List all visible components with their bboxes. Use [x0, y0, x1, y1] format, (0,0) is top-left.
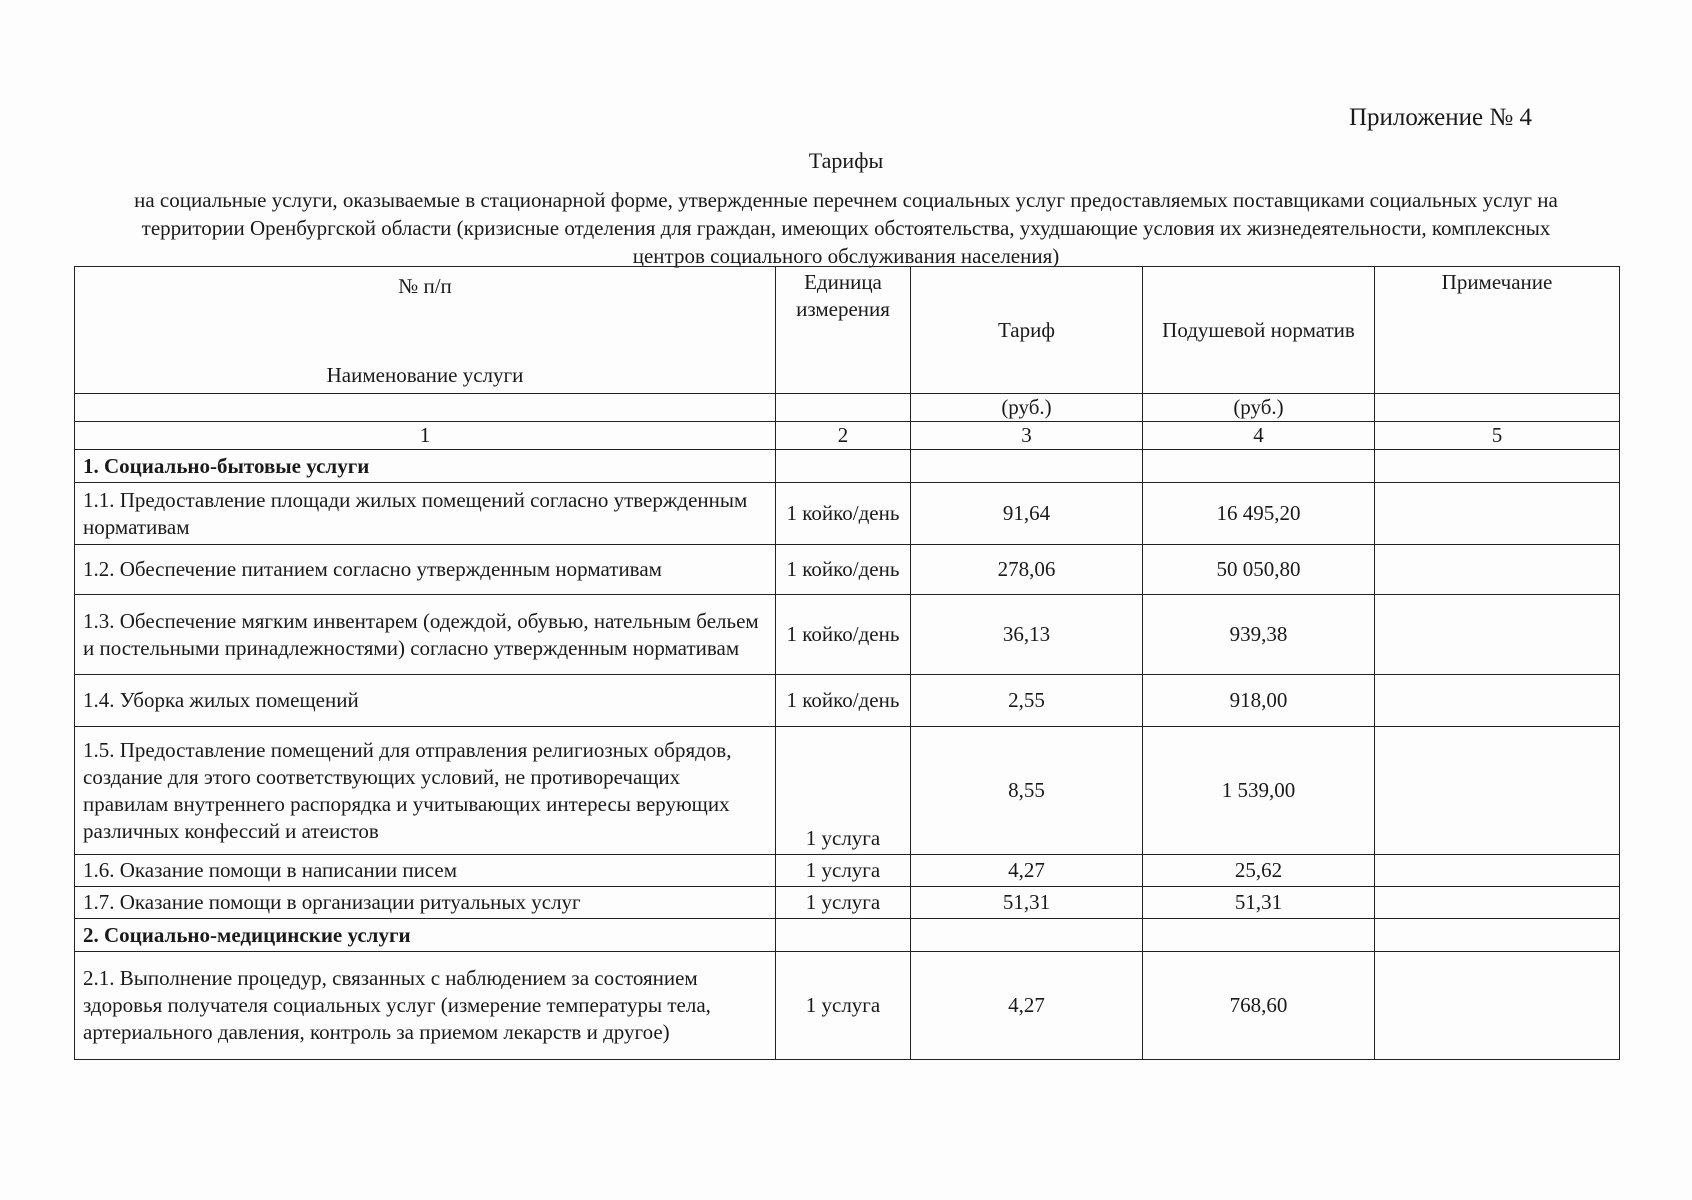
service-norm: 939,38	[1143, 595, 1375, 675]
header-note: Примечание	[1375, 267, 1620, 394]
service-note	[1375, 595, 1620, 675]
document-title: Тарифы	[808, 148, 884, 173]
header-name: Наименование услуги	[326, 363, 524, 387]
column-number: 4	[1143, 422, 1375, 450]
norm-unit: (руб.)	[1143, 394, 1375, 422]
service-note	[1375, 952, 1620, 1060]
service-tarif: 2,55	[911, 675, 1143, 727]
service-norm: 918,00	[1143, 675, 1375, 727]
section-title: 2. Социально-медицинские услуги	[75, 919, 776, 952]
table-row	[75, 727, 1620, 855]
service-unit: 1 койко/день	[776, 545, 911, 595]
service-name: 1.3. Обеспечение мягким инвентарем (одеждой, обувью, нательным бельем и постельными принадлежностями) согласно утвержденным нормативам	[75, 595, 776, 675]
service-tarif: 91,64	[911, 483, 1143, 545]
tariff-table	[74, 266, 1620, 1060]
service-note	[1375, 727, 1620, 855]
header-num: № п/п	[398, 274, 452, 298]
service-unit: 1 койко/день	[776, 675, 911, 727]
service-norm: 25,62	[1143, 855, 1375, 887]
service-note	[1375, 855, 1620, 887]
service-norm: 768,60	[1143, 952, 1375, 1060]
service-name: 2.1. Выполнение процедур, связанных с наблюдением за состоянием здоровья получателя социальных услуг (измерение температуры тела, артериального давления, контроль за приемом лекарств и другое)	[75, 952, 776, 1060]
section-row	[75, 450, 1620, 483]
table-row	[75, 595, 1620, 675]
header-row	[75, 267, 1620, 394]
service-tarif: 8,55	[911, 727, 1143, 855]
column-number: 2	[776, 422, 911, 450]
service-tarif: 4,27	[911, 952, 1143, 1060]
header-norm: Подушевой норматив	[1143, 267, 1375, 394]
header-unit: Единица измерения	[776, 267, 911, 394]
service-tarif: 36,13	[911, 595, 1143, 675]
table-row	[75, 887, 1620, 919]
tarif-unit: (руб.)	[911, 394, 1143, 422]
service-note	[1375, 675, 1620, 727]
service-norm: 50 050,80	[1143, 545, 1375, 595]
service-name: 1.5. Предоставление помещений для отправления религиозных обрядов, создание для этого соответствующих условий, не противоречащих правилам внутреннего распорядка и учитывающих интересы верующих различных конфессий и атеистов	[75, 727, 776, 855]
table-row	[75, 545, 1620, 595]
service-tarif: 278,06	[911, 545, 1143, 595]
section-row	[75, 919, 1620, 952]
service-norm: 51,31	[1143, 887, 1375, 919]
header-tarif: Тариф	[911, 267, 1143, 394]
service-unit: 1 услуга	[776, 727, 911, 855]
service-unit: 1 услуга	[776, 887, 911, 919]
service-norm: 16 495,20	[1143, 483, 1375, 545]
service-tarif: 51,31	[911, 887, 1143, 919]
table-row	[75, 855, 1620, 887]
document-subtitle: на социальные услуги, оказываемые в стационарной форме, утвержденные перечнем социальных услуг предоставляемых поставщиками социальных услуг на территории Оренбургской области (кризисные отделения для граждан, имеющих обстоятельства, ухудшающие условия их жизнедеятельности, комплексных центров социального обслуживания населения)	[134, 188, 1558, 268]
column-numbers-row	[75, 422, 1620, 450]
service-note	[1375, 483, 1620, 545]
column-number: 5	[1375, 422, 1620, 450]
service-name: 1.7. Оказание помощи в организации ритуальных услуг	[75, 887, 776, 919]
service-unit: 1 койко/день	[776, 483, 911, 545]
service-norm: 1 539,00	[1143, 727, 1375, 855]
service-name: 1.6. Оказание помощи в написании писем	[75, 855, 776, 887]
service-unit: 1 услуга	[776, 952, 911, 1060]
header-name-cell	[75, 267, 776, 394]
appendix-label: Приложение № 4	[1348, 104, 1532, 131]
units-row	[75, 394, 1620, 422]
service-unit: 1 услуга	[776, 855, 911, 887]
table-row	[75, 675, 1620, 727]
service-name: 1.1. Предоставление площади жилых помещений согласно утвержденным нормативам	[75, 483, 776, 545]
table-row	[75, 483, 1620, 545]
service-note	[1375, 887, 1620, 919]
section-title: 1. Социально-бытовые услуги	[75, 450, 776, 483]
service-note	[1375, 545, 1620, 595]
column-number: 3	[911, 422, 1143, 450]
service-unit: 1 койко/день	[776, 595, 911, 675]
service-tarif: 4,27	[911, 855, 1143, 887]
service-name: 1.2. Обеспечение питанием согласно утвержденным нормативам	[75, 545, 776, 595]
table-row	[75, 952, 1620, 1060]
service-name: 1.4. Уборка жилых помещений	[75, 675, 776, 727]
column-number: 1	[75, 422, 776, 450]
